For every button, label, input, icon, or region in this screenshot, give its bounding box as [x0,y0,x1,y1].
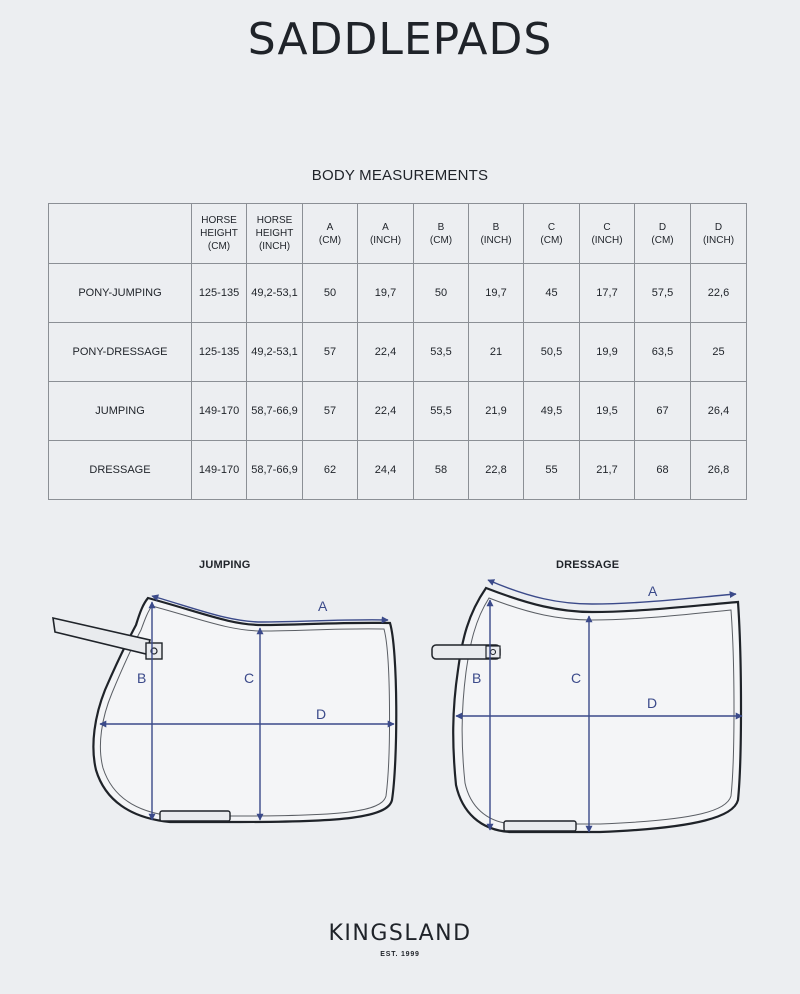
table-cell: 63,5 [635,323,691,382]
table-cell: 24,4 [358,441,414,500]
table-cell: 50 [414,264,469,323]
row-label: PONY-JUMPING [49,264,192,323]
dressage-dim-c-label: C [571,670,582,686]
table-cell: 58 [414,441,469,500]
table-cell: 58,7-66,9 [247,382,303,441]
table-cell: 50 [303,264,358,323]
table-cell: 67 [635,382,691,441]
jumping-bottom-loop [160,811,230,821]
column-header: D (CM) [635,204,691,264]
table-cell: 19,7 [358,264,414,323]
dressage-dim-b-label: B [472,670,482,686]
dressage-dim-a-label: A [648,583,658,599]
column-header: HORSE HEIGHT (INCH) [247,204,303,264]
table-cell: 55,5 [414,382,469,441]
table-cell: 49,2-53,1 [247,264,303,323]
column-header: A (INCH) [358,204,414,264]
table-cell: 21,7 [580,441,635,500]
jumping-dim-d-label: D [316,706,327,722]
table-cell: 22,4 [358,382,414,441]
table-cell: 17,7 [580,264,635,323]
table-cell: 125-135 [192,323,247,382]
table-cell: 49,5 [524,382,580,441]
table-cell: 57,5 [635,264,691,323]
table-cell: 57 [303,382,358,441]
table-row [49,382,747,441]
dressage-diagram-label: DRESSAGE [556,559,620,571]
table-row [49,441,747,500]
table-cell: 19,9 [580,323,635,382]
column-header [49,204,192,264]
jumping-dim-c-label: C [244,670,255,686]
row-label: JUMPING [49,382,192,441]
saddlepad-diagrams [0,540,800,860]
table-row [49,264,747,323]
jumping-dim-b-label: B [137,670,147,686]
table-cell: 21,9 [469,382,524,441]
column-header: D (INCH) [691,204,747,264]
row-label: DRESSAGE [49,441,192,500]
table-cell: 62 [303,441,358,500]
table-cell: 19,5 [580,382,635,441]
brand-est: EST. 1999 [380,951,420,958]
size-table [48,203,747,500]
dressage-dim-d-label: D [647,695,658,711]
table-cell: 55 [524,441,580,500]
column-header: HORSE HEIGHT (CM) [192,204,247,264]
table-cell: 19,7 [469,264,524,323]
jumping-diagram-label: JUMPING [199,559,251,571]
column-header: B (CM) [414,204,469,264]
table-cell: 53,5 [414,323,469,382]
table-cell: 125-135 [192,264,247,323]
dressage-bottom-loop [504,821,576,831]
dressage-pad-drawing [432,580,742,832]
table-title: BODY MEASUREMENTS [311,167,489,184]
table-cell: 58,7-66,9 [247,441,303,500]
table-header-row [49,204,747,264]
jumping-pad-outline [93,598,396,822]
table-cell: 22,8 [469,441,524,500]
column-header: C (CM) [524,204,580,264]
table-cell: 68 [635,441,691,500]
brand-logo: KINGSLAND [328,921,472,946]
table-cell: 50,5 [524,323,580,382]
page-title: SADDLEPADS [247,14,553,65]
column-header: A (CM) [303,204,358,264]
table-cell: 149-170 [192,441,247,500]
jumping-dim-a-label: A [318,598,328,614]
table-cell: 22,6 [691,264,747,323]
table-cell: 49,2-53,1 [247,323,303,382]
table-cell: 26,4 [691,382,747,441]
table-cell: 149-170 [192,382,247,441]
column-header: B (INCH) [469,204,524,264]
table-cell: 22,4 [358,323,414,382]
table-cell: 57 [303,323,358,382]
jumping-pad-drawing [53,596,396,822]
table-row [49,323,747,382]
table-cell: 25 [691,323,747,382]
dressage-pad-outline [453,588,741,832]
row-label: PONY-DRESSAGE [49,323,192,382]
column-header: C (INCH) [580,204,635,264]
table-cell: 21 [469,323,524,382]
table-cell: 45 [524,264,580,323]
table-cell: 26,8 [691,441,747,500]
